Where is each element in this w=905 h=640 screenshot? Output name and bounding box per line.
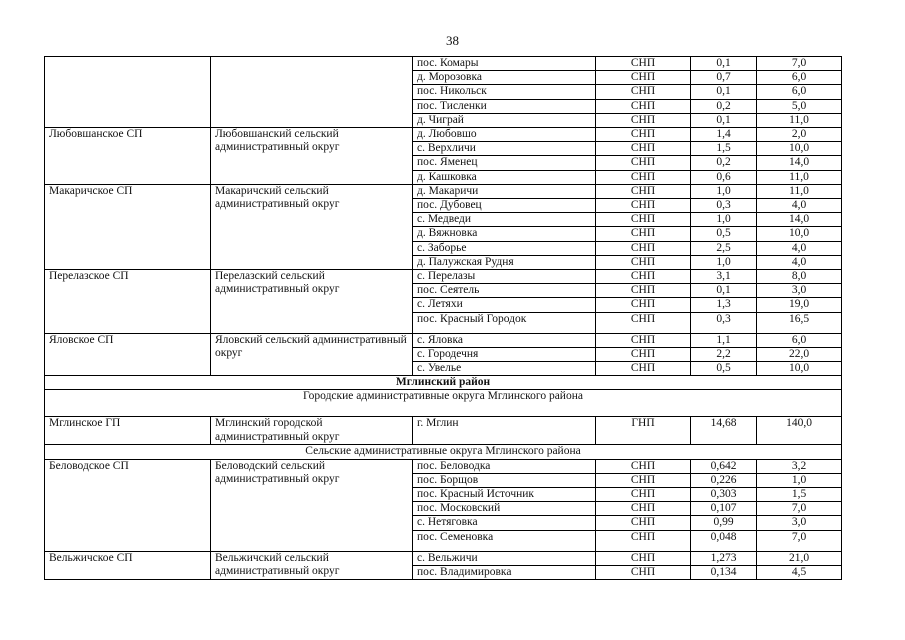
settlement-value: 6,0 [757, 333, 842, 347]
settlement-value: 6,0 [757, 71, 842, 85]
settlement-type: СНП [596, 459, 691, 473]
settlement-value: 21,0 [757, 551, 842, 565]
settlement-name: д. Кашковка [413, 170, 596, 184]
settlement-area: 1,273 [691, 551, 757, 565]
settlement-type: ГНП [596, 417, 691, 445]
settlement-type: СНП [596, 113, 691, 127]
settlement-value: 19,0 [757, 298, 842, 312]
settlement-name: д. Палужская Рудня [413, 255, 596, 269]
settlement-type: СНП [596, 142, 691, 156]
settlement-area: 0,226 [691, 473, 757, 487]
settlement-value: 3,2 [757, 459, 842, 473]
settlement-area: 0,3 [691, 199, 757, 213]
settlement-name: пос. Борщов [413, 473, 596, 487]
settlement-value: 3,0 [757, 284, 842, 298]
settlement-area: 1,0 [691, 184, 757, 198]
table-row [45, 333, 842, 347]
table-row [45, 270, 842, 284]
settlement-group-sp: Беловодское СП [45, 459, 211, 551]
settlement-area: 0,642 [691, 459, 757, 473]
settlement-name: пос. Московский [413, 502, 596, 516]
settlement-area: 0,1 [691, 85, 757, 99]
settlement-group-sp: Любовшанское СП [45, 128, 211, 185]
settlement-name: пос. Яменец [413, 156, 596, 170]
settlement-value: 16,5 [757, 312, 842, 333]
settlement-group-okrug: Яловский сельский административный округ [211, 333, 413, 376]
settlement-area: 0,2 [691, 156, 757, 170]
settlement-type: СНП [596, 333, 691, 347]
settlement-type: СНП [596, 502, 691, 516]
settlement-type: СНП [596, 241, 691, 255]
settlement-value: 11,0 [757, 170, 842, 184]
settlement-name: с. Увелье [413, 362, 596, 376]
urban-section-title-row [45, 390, 842, 417]
settlement-type: СНП [596, 99, 691, 113]
settlement-type: СНП [596, 255, 691, 269]
settlement-type: СНП [596, 213, 691, 227]
settlement-value: 22,0 [757, 347, 842, 361]
settlement-value: 10,0 [757, 227, 842, 241]
settlement-type: СНП [596, 284, 691, 298]
settlement-value: 5,0 [757, 99, 842, 113]
rural-section-title-row [45, 445, 842, 459]
settlement-type: СНП [596, 270, 691, 284]
settlement-value: 3,0 [757, 516, 842, 530]
settlement-area: 0,134 [691, 565, 757, 579]
settlement-area: 2,2 [691, 347, 757, 361]
settlement-area: 1,1 [691, 333, 757, 347]
settlement-type: СНП [596, 227, 691, 241]
settlement-value: 7,0 [757, 502, 842, 516]
settlement-name: с. Яловка [413, 333, 596, 347]
settlement-area: 0,5 [691, 227, 757, 241]
settlement-name: с. Заборье [413, 241, 596, 255]
settlement-name: д. Любовшо [413, 128, 596, 142]
settlement-value: 1,0 [757, 473, 842, 487]
settlement-area: 0,3 [691, 312, 757, 333]
settlement-type: СНП [596, 516, 691, 530]
settlement-group-okrug: Мглинский городской административный округ [211, 417, 413, 445]
settlement-type: СНП [596, 184, 691, 198]
settlement-name: с. Вельжичи [413, 551, 596, 565]
settlement-area: 0,1 [691, 113, 757, 127]
settlement-name: пос. Красный Городок [413, 312, 596, 333]
settlement-group-okrug [211, 57, 413, 128]
table-row [45, 128, 842, 142]
settlement-name: д. Макаричи [413, 184, 596, 198]
settlement-type: СНП [596, 170, 691, 184]
settlement-area: 0,303 [691, 488, 757, 502]
settlement-type: СНП [596, 199, 691, 213]
settlements-table [44, 56, 842, 580]
settlement-value: 140,0 [757, 417, 842, 445]
settlement-group-okrug: Перелазский сельский административный округ [211, 270, 413, 334]
table-row [45, 417, 842, 445]
settlement-type: СНП [596, 347, 691, 361]
settlement-area: 0,1 [691, 57, 757, 71]
settlement-value: 6,0 [757, 85, 842, 99]
settlement-value: 4,5 [757, 565, 842, 579]
settlement-group-okrug: Любовшанский сельский административный округ [211, 128, 413, 185]
settlement-value: 14,0 [757, 156, 842, 170]
settlement-group-okrug: Вельжичский сельский административный округ [211, 551, 413, 579]
settlement-value: 8,0 [757, 270, 842, 284]
page-number: 38 [446, 33, 459, 48]
settlement-value: 4,0 [757, 199, 842, 213]
settlement-value: 11,0 [757, 184, 842, 198]
settlement-group-sp: Мглинское ГП [45, 417, 211, 445]
settlement-area: 2,5 [691, 241, 757, 255]
settlement-type: СНП [596, 57, 691, 71]
settlement-name: пос. Сеятель [413, 284, 596, 298]
settlement-group-sp: Вельжичское СП [45, 551, 211, 579]
settlement-group-sp [45, 57, 211, 128]
settlement-value: 4,0 [757, 255, 842, 269]
district-title-row [45, 376, 842, 390]
settlement-name: д. Морозовка [413, 71, 596, 85]
settlement-type: СНП [596, 85, 691, 99]
settlement-area: 14,68 [691, 417, 757, 445]
district-title: Мглинский район [45, 376, 842, 390]
settlement-name: с. Перелазы [413, 270, 596, 284]
settlement-type: СНП [596, 551, 691, 565]
settlement-value: 14,0 [757, 213, 842, 227]
table-row [45, 184, 842, 198]
settlement-type: СНП [596, 565, 691, 579]
settlement-name: г. Мглин [413, 417, 596, 445]
settlement-value: 2,0 [757, 128, 842, 142]
settlement-group-okrug: Беловодский сельский административный округ [211, 459, 413, 551]
table-row [45, 551, 842, 565]
settlement-name: с. Городечня [413, 347, 596, 361]
settlement-group-sp: Макаричское СП [45, 184, 211, 269]
settlement-type: СНП [596, 156, 691, 170]
settlement-type: СНП [596, 362, 691, 376]
settlement-area: 0,5 [691, 362, 757, 376]
settlement-name: пос. Дубовец [413, 199, 596, 213]
settlement-area: 3,1 [691, 270, 757, 284]
settlement-group-sp: Яловское СП [45, 333, 211, 376]
settlement-area: 1,3 [691, 298, 757, 312]
settlement-name: пос. Комары [413, 57, 596, 71]
settlement-name: д. Вяжновка [413, 227, 596, 241]
settlement-value: 4,0 [757, 241, 842, 255]
settlement-area: 0,107 [691, 502, 757, 516]
settlement-type: СНП [596, 298, 691, 312]
settlement-type: СНП [596, 128, 691, 142]
table-row [45, 57, 842, 71]
settlement-value: 7,0 [757, 57, 842, 71]
settlement-value: 11,0 [757, 113, 842, 127]
settlement-group-okrug: Макаричский сельский административный округ [211, 184, 413, 269]
table-row [45, 459, 842, 473]
settlement-area: 1,5 [691, 142, 757, 156]
settlement-area: 0,048 [691, 530, 757, 551]
settlement-name: д. Чиграй [413, 113, 596, 127]
settlement-area: 0,2 [691, 99, 757, 113]
settlement-area: 1,0 [691, 255, 757, 269]
settlement-value: 10,0 [757, 362, 842, 376]
settlement-type: СНП [596, 473, 691, 487]
rural-section-title: Сельские административные округа Мглинского района [45, 445, 842, 459]
settlement-group-sp: Перелазское СП [45, 270, 211, 334]
settlement-type: СНП [596, 71, 691, 85]
urban-section-title: Городские административные округа Мглинского района [45, 390, 842, 417]
settlement-name: пос. Семеновка [413, 530, 596, 551]
settlement-name: пос. Беловодка [413, 459, 596, 473]
settlement-type: СНП [596, 488, 691, 502]
settlement-name: пос. Красный Источник [413, 488, 596, 502]
settlement-value: 10,0 [757, 142, 842, 156]
settlement-type: СНП [596, 312, 691, 333]
settlement-area: 0,6 [691, 170, 757, 184]
settlement-name: с. Медведи [413, 213, 596, 227]
settlement-value: 7,0 [757, 530, 842, 551]
settlement-area: 1,4 [691, 128, 757, 142]
settlement-name: с. Нетяговка [413, 516, 596, 530]
settlement-name: с. Верхличи [413, 142, 596, 156]
settlement-area: 0,1 [691, 284, 757, 298]
settlement-name: пос. Тисленки [413, 99, 596, 113]
settlement-type: СНП [596, 530, 691, 551]
settlement-value: 1,5 [757, 488, 842, 502]
settlement-name: с. Летяхи [413, 298, 596, 312]
settlement-area: 0,7 [691, 71, 757, 85]
settlement-name: пос. Никольск [413, 85, 596, 99]
settlement-area: 1,0 [691, 213, 757, 227]
settlement-name: пос. Владимировка [413, 565, 596, 579]
settlement-area: 0,99 [691, 516, 757, 530]
